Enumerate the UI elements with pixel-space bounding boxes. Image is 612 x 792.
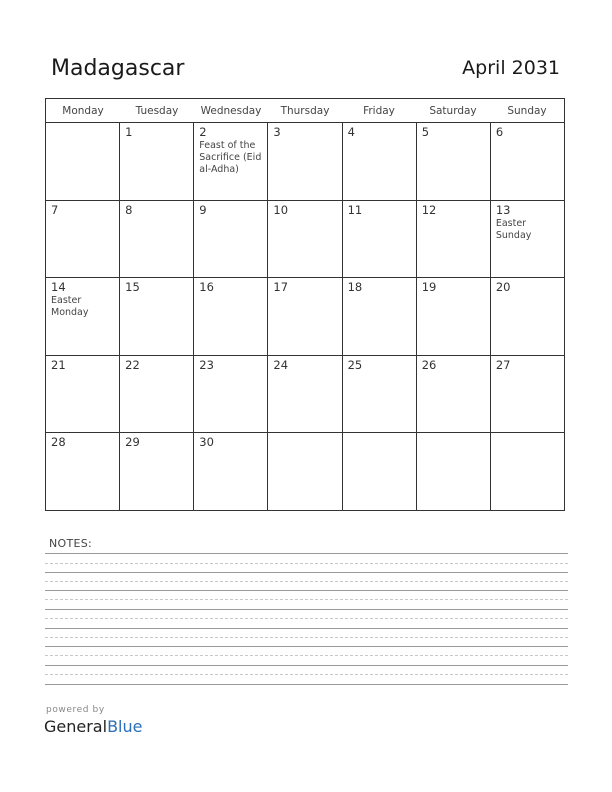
day-number: 25 xyxy=(347,357,363,372)
day-cell xyxy=(194,356,268,433)
holiday-label: Easter Monday xyxy=(51,295,89,319)
day-number: 14 xyxy=(51,280,66,295)
day-number: 20 xyxy=(495,280,511,295)
day-cell xyxy=(417,123,491,200)
notes-line xyxy=(45,553,568,554)
day-number: 18 xyxy=(347,280,363,295)
day-cell xyxy=(120,433,194,511)
day-number: 9 xyxy=(199,202,207,217)
week-row-2 xyxy=(46,201,564,279)
day-cell xyxy=(417,201,491,278)
day-number: 12 xyxy=(421,202,437,217)
brand-blue: Blue xyxy=(107,717,143,736)
day-number: 15 xyxy=(125,280,140,295)
day-cell xyxy=(343,433,417,511)
holiday-label: Easter Sunday xyxy=(495,217,532,241)
notes-guide-line xyxy=(45,599,568,600)
day-number: 23 xyxy=(199,357,214,372)
day-cell xyxy=(491,356,564,433)
notes-guide-line xyxy=(45,618,568,619)
day-cell xyxy=(417,433,491,511)
generalblue-logo xyxy=(44,717,142,736)
notes-line xyxy=(45,628,568,629)
day-cell xyxy=(120,201,194,278)
week-row-1 xyxy=(46,123,564,201)
notes-guide-line xyxy=(45,655,568,656)
day-number: 2 xyxy=(199,125,207,139)
day-cell xyxy=(194,278,268,355)
day-cell xyxy=(343,201,417,278)
day-number: 28 xyxy=(51,435,66,450)
notes-line xyxy=(45,646,568,647)
day-cell xyxy=(268,356,342,433)
day-number: 4 xyxy=(347,125,355,139)
day-number: 26 xyxy=(421,357,437,372)
day-number: 8 xyxy=(125,202,133,217)
brand-general: General xyxy=(44,717,108,736)
day-cell xyxy=(46,123,120,200)
day-cell xyxy=(46,201,120,278)
weekday-tuesday: Tuesday xyxy=(135,105,179,117)
day-number: 7 xyxy=(51,202,59,217)
notes-guide-line xyxy=(45,637,568,638)
week-row-3 xyxy=(46,278,564,356)
notes-label: NOTES: xyxy=(49,537,93,550)
weekday-saturday: Saturday xyxy=(429,105,477,117)
day-cell xyxy=(491,433,564,511)
day-cell xyxy=(120,123,194,200)
notes-line xyxy=(45,590,568,591)
weekday-header-row xyxy=(46,99,564,123)
weekday-thursday: Thursday xyxy=(280,105,330,117)
day-number: 17 xyxy=(273,280,289,295)
notes-guide-line xyxy=(45,563,568,564)
day-number: 11 xyxy=(347,202,363,217)
day-cell xyxy=(120,278,194,355)
day-cell xyxy=(46,433,120,511)
country-title: Madagascar xyxy=(51,56,185,81)
day-cell xyxy=(268,433,342,511)
notes-guide-line xyxy=(45,674,568,675)
holiday-label: Feast of the Sacrifice (Eid al-Adha) xyxy=(199,140,262,175)
day-cell xyxy=(120,356,194,433)
day-cell xyxy=(417,278,491,355)
day-number: 30 xyxy=(199,435,214,450)
day-number: 5 xyxy=(421,125,430,139)
day-number: 21 xyxy=(51,357,66,372)
day-cell xyxy=(268,201,342,278)
notes-line xyxy=(45,684,568,685)
day-cell xyxy=(343,278,417,355)
day-number: 19 xyxy=(421,280,437,295)
day-cell xyxy=(194,201,268,278)
week-row-4 xyxy=(46,356,564,434)
day-cell xyxy=(343,123,417,200)
notes-line xyxy=(45,572,568,573)
day-number: 3 xyxy=(273,125,281,139)
day-cell xyxy=(491,123,564,200)
weekday-sunday: Sunday xyxy=(507,105,547,117)
day-cell xyxy=(46,356,120,433)
calendar-grid xyxy=(45,98,565,511)
month-year-title: April 2031 xyxy=(462,57,560,79)
day-cell xyxy=(343,356,417,433)
notes-line xyxy=(45,665,568,666)
day-cell xyxy=(194,433,268,511)
day-cell xyxy=(491,201,564,278)
day-cell xyxy=(268,278,342,355)
day-number: 13 xyxy=(495,202,511,217)
notes-guide-line xyxy=(45,581,568,582)
day-number: 29 xyxy=(125,435,140,450)
day-cell xyxy=(491,278,564,355)
day-number: 16 xyxy=(199,280,214,295)
day-number: 27 xyxy=(495,357,511,372)
day-cell xyxy=(194,123,268,200)
weekday-friday: Friday xyxy=(363,105,395,117)
weekday-wednesday: Wednesday xyxy=(200,105,262,117)
day-number: 1 xyxy=(125,125,133,139)
notes-line xyxy=(45,609,568,610)
weekday-monday: Monday xyxy=(62,105,104,117)
day-cell xyxy=(268,123,342,200)
day-number: 6 xyxy=(495,125,504,139)
day-cell xyxy=(46,278,120,355)
day-cell xyxy=(417,356,491,433)
powered-by-text: powered by xyxy=(46,705,105,715)
week-row-5 xyxy=(46,433,564,511)
day-number: 24 xyxy=(273,357,289,372)
day-number: 22 xyxy=(125,357,140,372)
day-number: 10 xyxy=(273,202,289,217)
